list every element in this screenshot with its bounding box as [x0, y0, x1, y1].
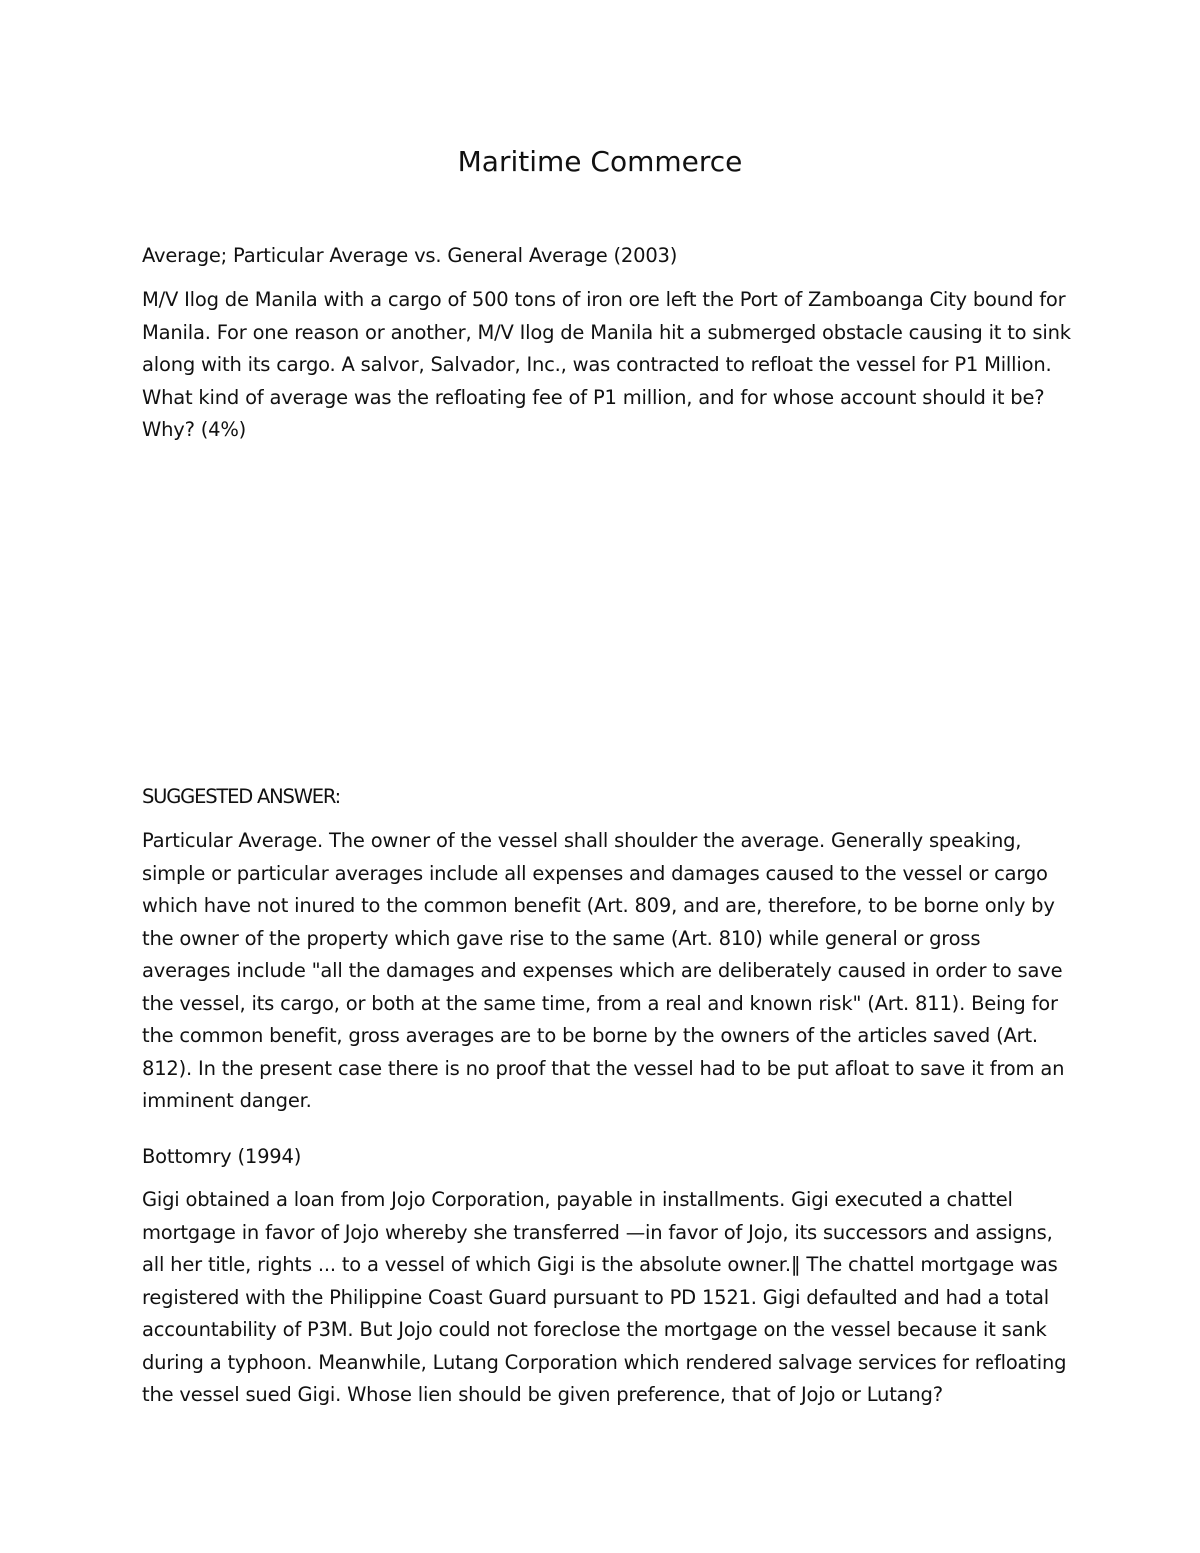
question-paragraph-average: M/V Ilog de Manila with a cargo of 500 tons of iron ore left the Port of Zamboanga City bound for Manila. For one reason or another, M/V Ilog de Manila hit a submerged obstacle causing it to sink along with its cargo. A salvor, Salvador, Inc., was contracted to refloat the vessel for P1 Million. What kind of average was the refloating fee of P1 million, and for whose account should it be? Why? (4%): [142, 288, 1071, 441]
section-heading-bottomry: Bottomry (1994): [142, 1145, 302, 1168]
suggested-answer-label: SUGGESTED ANSWER:: [142, 785, 341, 808]
page-title: Maritime Commerce: [457, 145, 743, 178]
question-paragraph-bottomry: Gigi obtained a loan from Jojo Corporation, payable in installments. Gigi executed a chattel mortgage in favor of Jojo whereby she transferred —in favor of Jojo, its successors and assigns, all her title, rights ... to a vessel of which Gigi is the absolute owner.‖ The chattel mortgage was registered with the Philippine Coast Guard pursuant to PD 1521. Gigi defaulted and had a total accountability of P3M. But Jojo could not foreclose the mortgage on the vessel because it sank during a typhoon. Meanwhile, Lutang Corporation which rendered salvage services for refloating the vessel sued Gigi. Whose lien should be given preference, that of Jojo or Lutang?: [142, 1188, 1067, 1406]
answer-paragraph-average: Particular Average. The owner of the vessel shall shoulder the average. Generally speaking, simple or particular averages include all expenses and damages caused to the vessel or cargo which have not inured to the common benefit (Art. 809, and are, therefore, to be borne only by the owner of the property which gave rise to the same (Art. 810) while general or gross averages include "all the damages and expenses which are deliberately caused in order to save the vessel, its cargo, or both at the same time, from a real and known risk" (Art. 811). Being for the common benefit, gross averages are to be borne by the owners of the articles saved (Art. 812). In the present case there is no proof that the vessel had to be put afloat to save it from an imminent danger.: [142, 829, 1065, 1112]
section-heading-average: Average; Particular Average vs. General Average (2003): [142, 244, 678, 267]
